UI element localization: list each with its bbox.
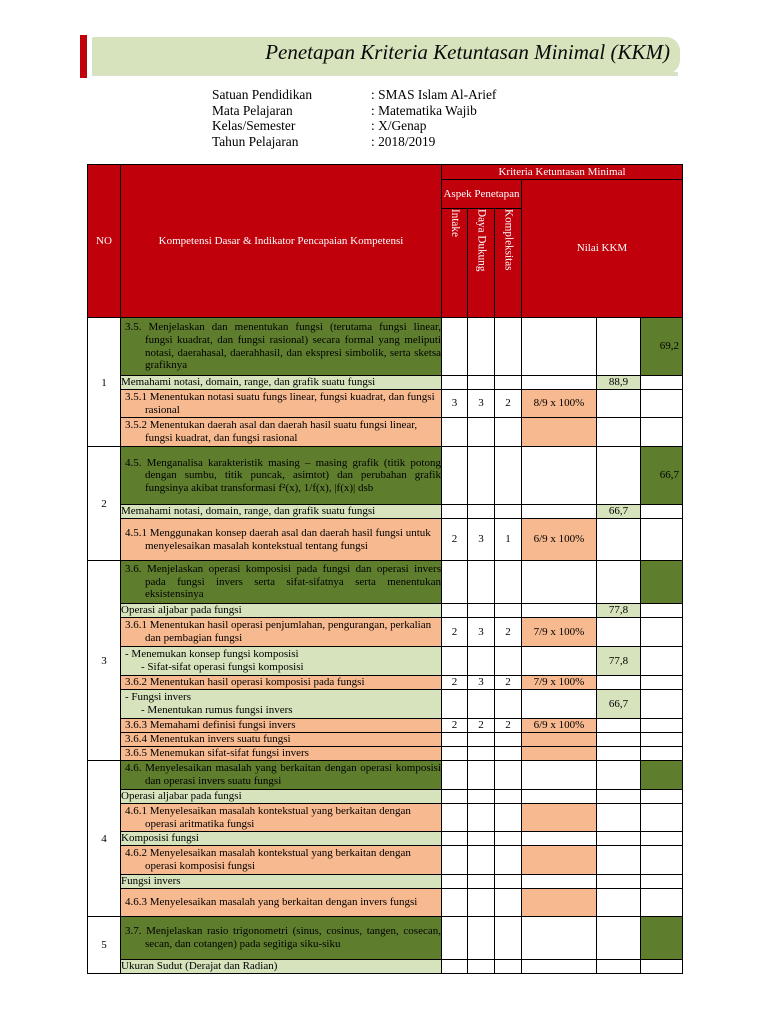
info-row <box>212 118 496 134</box>
indicator-kkm-cell <box>597 846 641 875</box>
kd-kkm-cell <box>641 390 683 418</box>
formula-cell: 6/9 x 100% <box>522 719 597 733</box>
indicator-text: - Fungsi invers - Menentukan rumus fungsi invers <box>121 690 442 719</box>
formula-cell <box>522 561 597 604</box>
kd-kkm-cell <box>641 889 683 917</box>
identity-block <box>212 87 496 149</box>
header-aspek: Aspek Penetapan <box>442 180 522 209</box>
kd-row <box>88 917 683 960</box>
formula-cell <box>522 747 597 761</box>
indicator-kkm-cell: 66,7 <box>597 690 641 719</box>
daya-dukung-cell <box>468 875 495 889</box>
page-title: Penetapan Kriteria Ketuntasan Minimal (KKM) <box>265 40 670 64</box>
indicator-kkm-cell: 77,8 <box>597 647 641 676</box>
indicator-kkm-cell <box>597 733 641 747</box>
intake-cell <box>442 747 468 761</box>
indicator-text: Ukuran Sudut (Derajat dan Radian) <box>121 960 442 974</box>
indicator-row <box>88 376 683 390</box>
daya-dukung-cell: 3 <box>468 676 495 690</box>
kd-kkm-cell <box>641 733 683 747</box>
ipk-text: 3.6.3 Memahami definisi fungsi invers <box>121 719 442 733</box>
ipk-row <box>88 618 683 647</box>
daya-dukung-cell <box>468 960 495 974</box>
kompleksitas-cell: 2 <box>495 719 522 733</box>
formula-cell <box>522 318 597 376</box>
ipk-text: 3.5.1 Menentukan notasi suatu fungs linear, fungsi kuadrat, dan fungsi rasional <box>121 390 442 418</box>
kompleksitas-cell <box>495 875 522 889</box>
kompleksitas-cell <box>495 790 522 804</box>
row-number: 5 <box>88 917 121 974</box>
row-number: 3 <box>88 561 121 761</box>
kd-kkm-cell <box>641 790 683 804</box>
header-row <box>88 165 683 180</box>
formula-cell <box>522 604 597 618</box>
kd-kkm-cell <box>641 604 683 618</box>
formula-cell <box>522 647 597 676</box>
indicator-text: Memahami notasi, domain, range, dan grafik suatu fungsi <box>121 376 442 390</box>
daya-dukung-cell <box>468 804 495 832</box>
indicator-row <box>88 790 683 804</box>
intake-cell <box>442 561 468 604</box>
formula-cell <box>522 418 597 447</box>
info-row <box>212 134 496 150</box>
header-kompleks: Kompleksitas <box>495 209 522 318</box>
kd-kkm-cell <box>641 960 683 974</box>
formula-cell: 8/9 x 100% <box>522 390 597 418</box>
intake-cell <box>442 960 468 974</box>
indicator-kkm-cell <box>597 561 641 604</box>
kd-kkm-cell <box>641 418 683 447</box>
intake-cell <box>442 846 468 875</box>
kompleksitas-cell <box>495 846 522 875</box>
kompleksitas-cell: 1 <box>495 519 522 561</box>
indicator-kkm-cell: 77,8 <box>597 604 641 618</box>
indicator-kkm-cell <box>597 889 641 917</box>
daya-dukung-cell <box>468 832 495 846</box>
daya-dukung-cell <box>468 761 495 790</box>
ipk-text: 3.5.2 Menentukan daerah asal dan daerah hasil suatu fungsi linear, fungsi kuadrat, dan fungsi rasional <box>121 418 442 447</box>
indicator-kkm-cell <box>597 719 641 733</box>
daya-dukung-cell <box>468 747 495 761</box>
daya-dukung-cell <box>468 604 495 618</box>
kompleksitas-cell <box>495 561 522 604</box>
indicator-text: Komposisi fungsi <box>121 832 442 846</box>
header-kd: Kompetensi Dasar & Indikator Pencapaian Kompetensi <box>121 165 442 318</box>
indicator-kkm-cell <box>597 875 641 889</box>
formula-cell: 6/9 x 100% <box>522 519 597 561</box>
ipk-row <box>88 676 683 690</box>
intake-cell <box>442 889 468 917</box>
daya-dukung-cell <box>468 318 495 376</box>
kompleksitas-cell <box>495 418 522 447</box>
indicator-kkm-cell: 88,9 <box>597 376 641 390</box>
ipk-row <box>88 719 683 733</box>
ipk-row <box>88 804 683 832</box>
intake-cell <box>442 917 468 960</box>
indicator-row <box>88 960 683 974</box>
info-label: Satuan Pendidikan <box>212 87 313 102</box>
kkm-table <box>87 164 683 974</box>
indicator-kkm-cell <box>597 761 641 790</box>
formula-cell <box>522 804 597 832</box>
intake-cell <box>442 790 468 804</box>
intake-cell <box>442 376 468 390</box>
kompleksitas-cell: 2 <box>495 618 522 647</box>
ipk-row <box>88 889 683 917</box>
kd-row <box>88 318 683 376</box>
daya-dukung-cell <box>468 846 495 875</box>
formula-cell <box>522 447 597 505</box>
info-value: : 2018/2019 <box>371 133 436 149</box>
intake-cell <box>442 761 468 790</box>
daya-dukung-cell <box>468 505 495 519</box>
ipk-text: 4.6.2 Menyelesaikan masalah kontekstual yang berkaitan dengan operasi komposisi fungsi <box>121 846 442 875</box>
intake-cell <box>442 647 468 676</box>
kd-kkm-cell <box>641 676 683 690</box>
kd-kkm-cell <box>641 618 683 647</box>
daya-dukung-cell: 3 <box>468 519 495 561</box>
kompleksitas-cell <box>495 960 522 974</box>
header-daya: Daya Dukung <box>468 209 495 318</box>
indicator-row <box>88 875 683 889</box>
info-label: Kelas/Semester <box>212 118 296 133</box>
indicator-kkm-cell <box>597 960 641 974</box>
ipk-row <box>88 733 683 747</box>
kompleksitas-cell <box>495 690 522 719</box>
kd-kkm-cell <box>641 647 683 676</box>
row-number: 4 <box>88 761 121 917</box>
kd-kkm-cell <box>641 747 683 761</box>
intake-cell <box>442 832 468 846</box>
daya-dukung-cell: 3 <box>468 618 495 647</box>
kd-row <box>88 561 683 604</box>
kd-kkm-cell <box>641 505 683 519</box>
kd-kkm-cell <box>641 690 683 719</box>
daya-dukung-cell: 3 <box>468 390 495 418</box>
indicator-kkm-cell <box>597 832 641 846</box>
kompleksitas-cell <box>495 733 522 747</box>
indicator-text: Fungsi invers <box>121 875 442 889</box>
formula-cell <box>522 761 597 790</box>
info-row <box>212 103 496 119</box>
indicator-kkm-cell <box>597 747 641 761</box>
ipk-row <box>88 519 683 561</box>
daya-dukung-cell <box>468 418 495 447</box>
kompleksitas-cell <box>495 447 522 505</box>
indicator-kkm-cell <box>597 618 641 647</box>
kompleksitas-cell <box>495 804 522 832</box>
ipk-row <box>88 846 683 875</box>
kompleksitas-cell <box>495 604 522 618</box>
intake-cell <box>442 804 468 832</box>
daya-dukung-cell <box>468 733 495 747</box>
indicator-text: - Menemukan konsep fungsi komposisi - Sifat-sifat operasi fungsi komposisi <box>121 647 442 676</box>
indicator-kkm-cell <box>597 390 641 418</box>
formula-cell <box>522 505 597 519</box>
header-nilai: Nilai KKM <box>522 180 683 318</box>
formula-cell <box>522 733 597 747</box>
indicator-row <box>88 604 683 618</box>
formula-cell <box>522 790 597 804</box>
kompleksitas-cell <box>495 318 522 376</box>
daya-dukung-cell <box>468 447 495 505</box>
kompleksitas-cell: 2 <box>495 676 522 690</box>
formula-cell <box>522 889 597 917</box>
indicator-row <box>88 505 683 519</box>
daya-dukung-cell <box>468 790 495 804</box>
intake-cell: 2 <box>442 676 468 690</box>
header-intake: Intake <box>442 209 468 318</box>
ipk-text: 3.6.4 Menentukan invers suatu fungsi <box>121 733 442 747</box>
formula-cell: 7/9 x 100% <box>522 618 597 647</box>
kd-text: 3.7. Menjelaskan rasio trigonometri (sinus, cosinus, tangen, cosecan, secan, dan cotangen) pada segitiga siku-siku <box>121 917 442 960</box>
kd-kkm-cell <box>641 846 683 875</box>
indicator-text: Operasi aljabar pada fungsi <box>121 790 442 804</box>
formula-cell <box>522 875 597 889</box>
kd-kkm-cell <box>641 832 683 846</box>
kd-text: 4.6. Menyelesaikan masalah yang berkaitan dengan operasi komposisi dan operasi invers suatu fungsi <box>121 761 442 790</box>
kd-kkm-cell <box>641 376 683 390</box>
info-value: : X/Genap <box>371 118 427 133</box>
indicator-kkm-cell <box>597 519 641 561</box>
indicator-kkm-cell: 66,7 <box>597 505 641 519</box>
info-value: : Matematika Wajib <box>371 102 477 118</box>
intake-cell <box>442 733 468 747</box>
kd-kkm-cell <box>641 875 683 889</box>
ipk-text: 3.6.2 Menentukan hasil operasi komposisi pada fungsi <box>121 676 442 690</box>
kd-text: 3.6. Menjelaskan operasi komposisi pada fungsi dan operasi invers pada fungsi invers serta sifat-sifatnya serta menentukan eksistensinya <box>121 561 442 604</box>
daya-dukung-cell <box>468 647 495 676</box>
kompleksitas-cell <box>495 647 522 676</box>
intake-cell: 2 <box>442 519 468 561</box>
ipk-row <box>88 418 683 447</box>
intake-cell <box>442 505 468 519</box>
info-row <box>212 87 496 103</box>
daya-dukung-cell <box>468 917 495 960</box>
ipk-row <box>88 390 683 418</box>
indicator-kkm-cell <box>597 804 641 832</box>
kd-kkm-cell <box>641 917 683 960</box>
kd-kkm-cell <box>641 561 683 604</box>
ipk-text: 4.6.1 Menyelesaikan masalah kontekstual yang berkaitan dengan operasi aritmatika fungsi <box>121 804 442 832</box>
formula-cell <box>522 690 597 719</box>
indicator-row <box>88 832 683 846</box>
kd-kkm-cell: 69,2 <box>641 318 683 376</box>
intake-cell <box>442 418 468 447</box>
kd-text: 4.5. Menganalisa karakteristik masing – masing grafik (titik potong dengan sumbu, titik puncak, asimtot) dan perubahan grafik fungsinya akibat transformasi f²(x), 1/f(x), |f(x)| dsb <box>121 447 442 505</box>
indicator-kkm-cell <box>597 318 641 376</box>
info-value: : SMAS Islam Al-Arief <box>371 87 497 102</box>
kompleksitas-cell <box>495 917 522 960</box>
kd-kkm-cell: 66,7 <box>641 447 683 505</box>
kompleksitas-cell <box>495 832 522 846</box>
indicator-text: Memahami notasi, domain, range, dan grafik suatu fungsi <box>121 505 442 519</box>
kd-text: 3.5. Menjelaskan dan menentukan fungsi (terutama fungsi linear, fungsi kuadrat, dan fungsi rasional) secara formal yang meliputi notasi, daerahasal, daerahhasil, dan ekspresi simbolik, serta sketsa grafiknya <box>121 318 442 376</box>
intake-cell: 2 <box>442 719 468 733</box>
header-kkm: Kriteria Ketuntasan Minimal <box>442 165 683 180</box>
indicator-kkm-cell <box>597 418 641 447</box>
indicator-text: Operasi aljabar pada fungsi <box>121 604 442 618</box>
ipk-text: 4.5.1 Menggunakan konsep daerah asal dan daerah hasil fungsi untuk menyelesaikan masalah kontekstual tentang fungsi <box>121 519 442 561</box>
formula-cell <box>522 376 597 390</box>
daya-dukung-cell <box>468 690 495 719</box>
kompleksitas-cell <box>495 505 522 519</box>
daya-dukung-cell <box>468 376 495 390</box>
formula-cell: 7/9 x 100% <box>522 676 597 690</box>
kd-kkm-cell <box>641 761 683 790</box>
title-banner <box>80 35 680 78</box>
indicator-row <box>88 690 683 719</box>
intake-cell <box>442 875 468 889</box>
intake-cell <box>442 447 468 505</box>
kompleksitas-cell <box>495 761 522 790</box>
kompleksitas-cell <box>495 376 522 390</box>
row-number: 1 <box>88 318 121 447</box>
indicator-kkm-cell <box>597 917 641 960</box>
indicator-row <box>88 647 683 676</box>
ipk-text: 4.6.3 Menyelesaikan masalah yang berkaitan dengan invers fungsi <box>121 889 442 917</box>
intake-cell <box>442 604 468 618</box>
row-number: 2 <box>88 447 121 561</box>
indicator-kkm-cell <box>597 676 641 690</box>
intake-cell <box>442 318 468 376</box>
formula-cell <box>522 832 597 846</box>
kompleksitas-cell: 2 <box>495 390 522 418</box>
formula-cell <box>522 960 597 974</box>
kd-kkm-cell <box>641 519 683 561</box>
daya-dukung-cell: 2 <box>468 719 495 733</box>
formula-cell <box>522 846 597 875</box>
info-label: Tahun Pelajaran <box>212 133 299 149</box>
indicator-kkm-cell <box>597 447 641 505</box>
daya-dukung-cell <box>468 561 495 604</box>
kd-kkm-cell <box>641 719 683 733</box>
kompleksitas-cell <box>495 889 522 917</box>
kd-row <box>88 761 683 790</box>
daya-dukung-cell <box>468 889 495 917</box>
info-label: Mata Pelajaran <box>212 102 293 118</box>
indicator-kkm-cell <box>597 790 641 804</box>
ipk-text: 3.6.1 Menentukan hasil operasi penjumlahan, pengurangan, perkalian dan pembagian fungsi <box>121 618 442 647</box>
intake-cell: 2 <box>442 618 468 647</box>
kd-kkm-cell <box>641 804 683 832</box>
intake-cell <box>442 690 468 719</box>
formula-cell <box>522 917 597 960</box>
kompleksitas-cell <box>495 747 522 761</box>
intake-cell: 3 <box>442 390 468 418</box>
header-no: NO <box>88 165 121 318</box>
kd-row <box>88 447 683 505</box>
ipk-text: 3.6.5 Menemukan sifat-sifat fungsi invers <box>121 747 442 761</box>
ipk-row <box>88 747 683 761</box>
